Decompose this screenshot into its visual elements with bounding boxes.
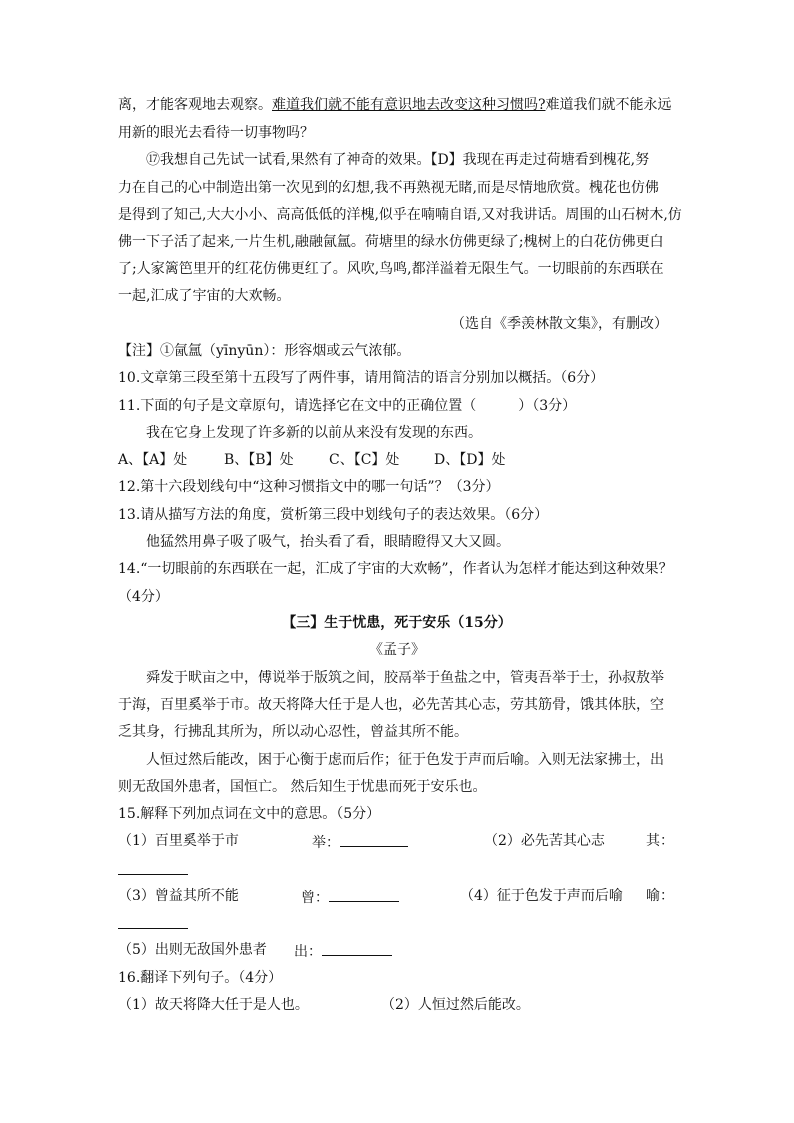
q15-item-1: （1）百里奚举于市 [118,833,239,849]
q16-item-2: （2）人恒过然后能改。 [381,997,530,1013]
passage-line: 了;人家篱笆里开的红花仿佛更红了。风吹,鸟鸣,都洋溢着无限生气。一切眼前的东西联在 [118,261,664,277]
classical-text-line: 于海，百里奚举于市。故天将降大任于是人也，必先苦其心志，劳其筋骨，饿其体肤，空 [118,697,664,713]
answer-blank[interactable] [118,860,188,875]
q15-item-4-word: 喻： [646,888,674,904]
passage-line [118,96,672,114]
option-c: C、【C】处 [329,452,400,468]
passage-line: 用新的眼光去看待一切事物吗？ [118,125,314,141]
option-a: A、【A】处 [118,452,188,468]
question-16: 16.翻译下列句子。（4分） [118,970,283,986]
passage-text: 离，才能客观地去观察。 [118,97,272,113]
question-14-score: （4分） [118,589,169,605]
passage-line: 是得到了知己,大大小小、高高低低的洋槐,似乎在喃喃自语,又对我讲话。周围的山石树木,仿 [118,207,682,223]
question-12: 12.第十六段划线句中“这种习惯指文中的哪一句话”？（3分） [118,479,500,495]
answer-blank[interactable] [118,914,188,929]
question-15: 15.解释下列加点词在文中的意思。（5分） [118,806,381,822]
q15-item-2-blank[interactable] [118,860,188,880]
question-13-sentence: 他猛然用鼻子吸了吸气，抬头看了看，眼睛瞪得又大又圆。 [146,534,510,550]
question-13: 13.请从描写方法的角度，赏析第三段中划线句子的表达效果。（6分） [118,507,549,523]
underlined-sentence: 难道我们就不能有意识地去改变这种习惯吗? [272,97,546,113]
option-d: D、【D】处 [434,452,506,468]
question-14: 14.“一切眼前的东西联在一起，汇成了宇宙的大欢畅”，作者认为怎样才能达到这种效果？ [118,561,673,577]
passage-text: 难道我们就不能永远 [545,97,672,113]
q15-item-1-word: 举： [312,832,408,852]
question-11: 11.下面的句子是文章原句，请选择它在文中的正确位置（ ）（3分） [118,398,577,414]
passage-line: 力在自己的心中制造出第一次见到的幻想,我不再熟视无睹,而是尽情地欣赏。槐花也仿佛 [118,180,659,196]
section-title: 【三】生于忧患，死于安乐（15分） [282,615,512,631]
q15-item-3: （3）曾益其所不能 [118,888,239,904]
source-citation: （选自《季羡林散文集》，有删改） [451,316,668,332]
passage-line: 一起,汇成了宇宙的大欢畅。 [118,288,291,304]
passage-line: 佛一下子活了起来,一片生机,融融氤氲。荷塘里的绿水仿佛更绿了;槐树上的白花仿佛更白 [118,234,664,250]
answer-blank[interactable] [322,941,392,956]
question-10: 10.文章第三段至第十五段写了两件事，请用简洁的语言分别加以概括。（6分） [118,370,605,386]
classical-text-line: 人恒过然后能改，困于心衡于虑而后作；征于色发于声而后喻。入则无法家拂士，出 [146,752,664,768]
q15-item-4: （4）征于色发于声而后喻 [460,888,623,904]
option-b: B、【B】处 [224,452,294,468]
annotation-note: 【注】①氤氲（yīnyūn）：形容烟或云气浓郁。 [118,343,411,359]
section-subtitle: 《孟子》 [369,642,425,658]
q15-item-2: （2）必先苦其心志 [484,833,605,849]
answer-blank[interactable] [340,832,408,847]
q16-item-1: （1）故天将降大任于是人也。 [118,997,309,1013]
passage-line: ⑰我想自己先试一试看,果然有了神奇的效果。【D】我现在再走过荷塘看到槐花,努 [146,152,650,168]
question-11-sentence: 我在它身上发现了许多新的以前从来没有发现的东西。 [146,425,482,441]
q15-item-4-blank[interactable] [118,914,188,934]
classical-text-line: 乏其身，行拂乱其所为，所以动心忍性，曾益其所不能。 [118,724,468,740]
q15-item-3-word: 曾： [301,887,399,907]
classical-text-line: 则无敌国外患者，国恒亡。 然后知生于忧患而死于安乐也。 [118,779,487,795]
q15-item-2-word: 其： [646,833,674,849]
q15-item-5-word: 出： [294,941,392,961]
q15-item-5: （5）出则无敌国外患者 [118,942,267,958]
classical-text-line: 舜发于畎亩之中，傅说举于版筑之间，胶鬲举于鱼盐之中，管夷吾举于士，孙叔敖举 [146,670,664,686]
answer-blank[interactable] [329,887,399,902]
